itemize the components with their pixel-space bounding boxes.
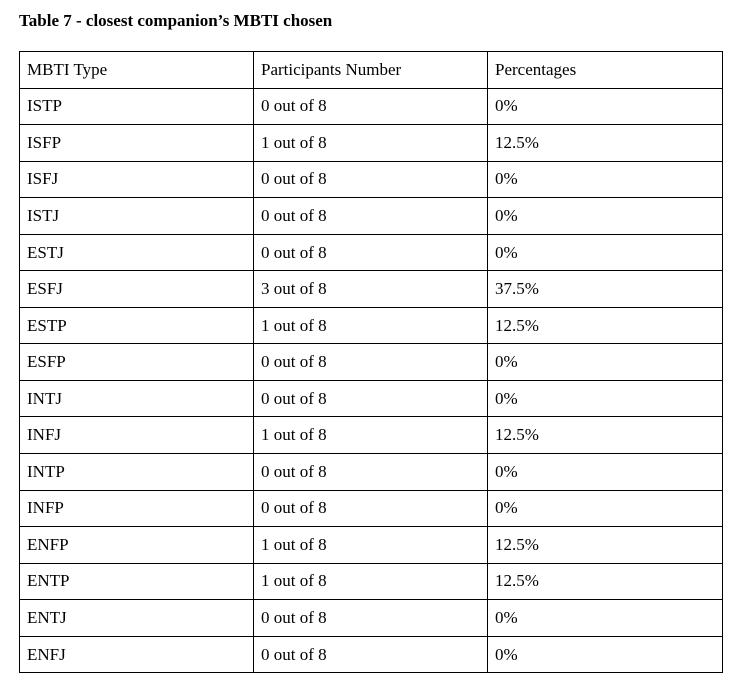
cell-percentage: 37.5%	[488, 271, 723, 308]
cell-mbti-type: ENTP	[20, 563, 254, 600]
cell-participants-number: 0 out of 8	[254, 380, 488, 417]
cell-percentage: 12.5%	[488, 417, 723, 454]
table-row	[20, 490, 723, 527]
cell-percentage: 0%	[488, 88, 723, 125]
cell-mbti-type: ESFP	[20, 344, 254, 381]
cell-participants-number: 1 out of 8	[254, 125, 488, 162]
cell-mbti-type: ISTJ	[20, 198, 254, 235]
cell-mbti-type: ISFJ	[20, 161, 254, 198]
table-caption: Table 7 - closest companion’s MBTI chosen	[19, 11, 333, 30]
table-header	[20, 52, 723, 89]
table-row	[20, 161, 723, 198]
cell-percentage: 0%	[488, 380, 723, 417]
cell-percentage: 0%	[488, 344, 723, 381]
cell-mbti-type: INFP	[20, 490, 254, 527]
cell-participants-number: 0 out of 8	[254, 198, 488, 235]
cell-percentage: 12.5%	[488, 527, 723, 564]
cell-participants-number: 0 out of 8	[254, 234, 488, 271]
header-mbti-type: MBTI Type	[20, 52, 254, 89]
table-row	[20, 417, 723, 454]
cell-percentage: 12.5%	[488, 125, 723, 162]
cell-mbti-type: ESTJ	[20, 234, 254, 271]
cell-percentage: 12.5%	[488, 563, 723, 600]
cell-percentage: 0%	[488, 490, 723, 527]
cell-percentage: 0%	[488, 454, 723, 491]
table-row	[20, 527, 723, 564]
cell-participants-number: 1 out of 8	[254, 417, 488, 454]
cell-participants-number: 3 out of 8	[254, 271, 488, 308]
cell-percentage: 0%	[488, 636, 723, 673]
cell-participants-number: 1 out of 8	[254, 563, 488, 600]
table-body	[20, 88, 723, 673]
cell-percentage: 0%	[488, 198, 723, 235]
cell-mbti-type: ESFJ	[20, 271, 254, 308]
table-row	[20, 88, 723, 125]
cell-mbti-type: ENFP	[20, 527, 254, 564]
table-row	[20, 234, 723, 271]
cell-percentage: 0%	[488, 234, 723, 271]
cell-participants-number: 0 out of 8	[254, 490, 488, 527]
table-row	[20, 344, 723, 381]
header-percentages: Percentages	[488, 52, 723, 89]
cell-mbti-type: ENFJ	[20, 636, 254, 673]
cell-percentage: 0%	[488, 161, 723, 198]
table-row	[20, 271, 723, 308]
table-row	[20, 636, 723, 673]
header-row	[20, 52, 723, 89]
table-row	[20, 307, 723, 344]
header-participants-number: Participants Number	[254, 52, 488, 89]
mbti-table	[19, 51, 723, 673]
cell-participants-number: 0 out of 8	[254, 600, 488, 637]
cell-mbti-type: ENTJ	[20, 600, 254, 637]
table-row	[20, 380, 723, 417]
table-row	[20, 563, 723, 600]
cell-mbti-type: INTP	[20, 454, 254, 491]
cell-percentage: 0%	[488, 600, 723, 637]
cell-mbti-type: ESTP	[20, 307, 254, 344]
table-row	[20, 125, 723, 162]
cell-participants-number: 0 out of 8	[254, 161, 488, 198]
cell-mbti-type: ISTP	[20, 88, 254, 125]
table-row	[20, 198, 723, 235]
cell-participants-number: 0 out of 8	[254, 88, 488, 125]
cell-mbti-type: ISFP	[20, 125, 254, 162]
cell-participants-number: 0 out of 8	[254, 344, 488, 381]
cell-mbti-type: INTJ	[20, 380, 254, 417]
cell-percentage: 12.5%	[488, 307, 723, 344]
cell-participants-number: 0 out of 8	[254, 636, 488, 673]
cell-participants-number: 1 out of 8	[254, 527, 488, 564]
cell-mbti-type: INFJ	[20, 417, 254, 454]
cell-participants-number: 1 out of 8	[254, 307, 488, 344]
table-row	[20, 600, 723, 637]
table-row	[20, 454, 723, 491]
cell-participants-number: 0 out of 8	[254, 454, 488, 491]
